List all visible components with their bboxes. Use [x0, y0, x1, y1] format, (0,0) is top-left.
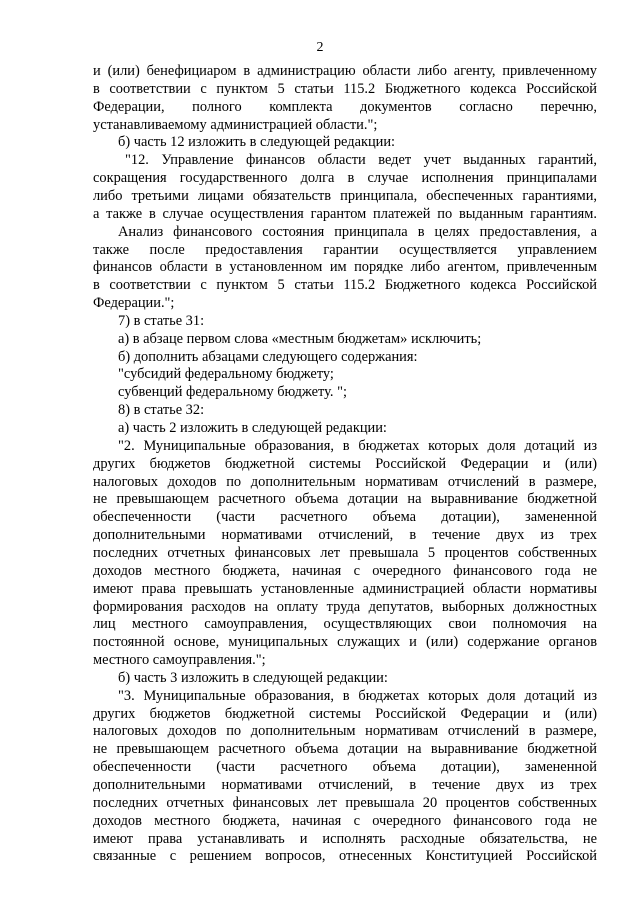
- text-line: 8) в статье 32:: [118, 402, 205, 419]
- text-line: формирования расходов на оплату труда депутатов, выборных должностных: [93, 598, 597, 615]
- text-line: доходов местного бюджета, начиная с очередного финансового года не: [93, 562, 597, 579]
- text-line: доходов местного бюджета, начиная с очередного финансового года не: [93, 812, 597, 829]
- text-line: 7) в статье 31:: [118, 312, 205, 329]
- text-line: б) часть 3 изложить в следующей редакции:: [118, 669, 388, 686]
- text-line: имеют права превышать установленные администрацией области нормативы: [93, 580, 597, 597]
- text-line: Анализ финансового состояния принципала в целях предоставления, а: [118, 223, 597, 240]
- text-line: лиц местного самоуправления, осуществляющих свои полномочия на: [93, 616, 597, 633]
- text-line: и (или) бенефициаром в администрацию области либо агенту, привлеченному: [93, 63, 597, 79]
- page-number: 2: [316, 40, 324, 55]
- text-line: в соответствии с пунктом 5 статьи 115.2 Бюджетного кодекса Российской: [93, 277, 597, 294]
- text-line: дополнительными нормативами отчислений, в течение двух из трех: [93, 777, 597, 793]
- text-line: дополнительными нормативами отчислений, в течение двух из трех: [93, 527, 597, 544]
- text-line: Федерации, полного комплекта документов согласно перечню,: [93, 98, 597, 115]
- text-line: постоянной основе, муниципальных служащих и (или) содержание органов: [93, 634, 597, 651]
- text-line: также после предоставления гарантии осуществляется управлением: [93, 241, 597, 258]
- text-line: устанавливаемому администрацией области.";: [93, 116, 378, 133]
- text-line: "3. Муниципальные образования, в бюджетах которых доля дотаций из: [118, 687, 597, 704]
- text-line: "субсидий федеральному бюджету;: [118, 366, 334, 383]
- text-line: не превышающем расчетного объема дотации на выравнивание бюджетной: [93, 741, 597, 758]
- text-line: субвенций федеральному бюджету. ";: [118, 384, 347, 401]
- text-line: либо третьими лицами обязательств принципала, обеспеченных гарантиями,: [93, 187, 597, 204]
- text-line: обеспеченности (части расчетного объема дотации), замененной: [93, 509, 597, 526]
- text-line: последних отчетных финансовых лет превышала 5 процентов собственных: [93, 544, 597, 561]
- text-line: местного самоуправления.";: [93, 652, 266, 669]
- text-line: б) дополнить абзацами следующего содержания:: [118, 348, 418, 365]
- text-line: сокращения государственного долга в случае исполнения принципалами: [93, 170, 597, 187]
- text-line: "2. Муниципальные образования, в бюджетах которых доля дотаций из: [118, 437, 597, 454]
- text-line: обеспеченности (части расчетного объема дотации), замененной: [93, 759, 597, 776]
- text-line: последних отчетных финансовых лет превышала 20 процентов собственных: [93, 794, 597, 811]
- text-line: не превышающем расчетного объема дотации на выравнивание бюджетной: [93, 491, 597, 508]
- text-line: других бюджетов бюджетной системы Российской Федерации и (или): [93, 705, 597, 722]
- text-line: в соответствии с пунктом 5 статьи 115.2 Бюджетного кодекса Российской: [93, 80, 597, 97]
- text-line: финансов области в установленном им порядке либо агентом, привлеченным: [93, 259, 597, 276]
- text-line: других бюджетов бюджетной системы Российской Федерации и (или): [93, 455, 597, 472]
- text-line: Федерации.";: [93, 295, 175, 312]
- text-line: а) в абзаце первом слова «местным бюджетам» исключить;: [118, 330, 482, 347]
- text-line: налоговых доходов по дополнительным нормативам отчислений в размере,: [93, 723, 597, 740]
- text-line: налоговых доходов по дополнительным нормативам отчислений в размере,: [93, 473, 597, 490]
- text-line: б) часть 12 изложить в следующей редакции:: [118, 134, 396, 151]
- text-line: связанные с решением вопросов, отнесенных Конституцией Российской: [93, 848, 597, 865]
- text-line: а) часть 2 изложить в следующей редакции:: [118, 420, 387, 436]
- text-line: а также в случае осуществления гарантом платежей по выданным гарантиям.: [93, 205, 597, 222]
- text-line: "12. Управление финансов области ведет учет выданных гарантий,: [125, 152, 597, 169]
- text-line: имеют права устанавливать и исполнять расходные обязательства, не: [93, 830, 597, 847]
